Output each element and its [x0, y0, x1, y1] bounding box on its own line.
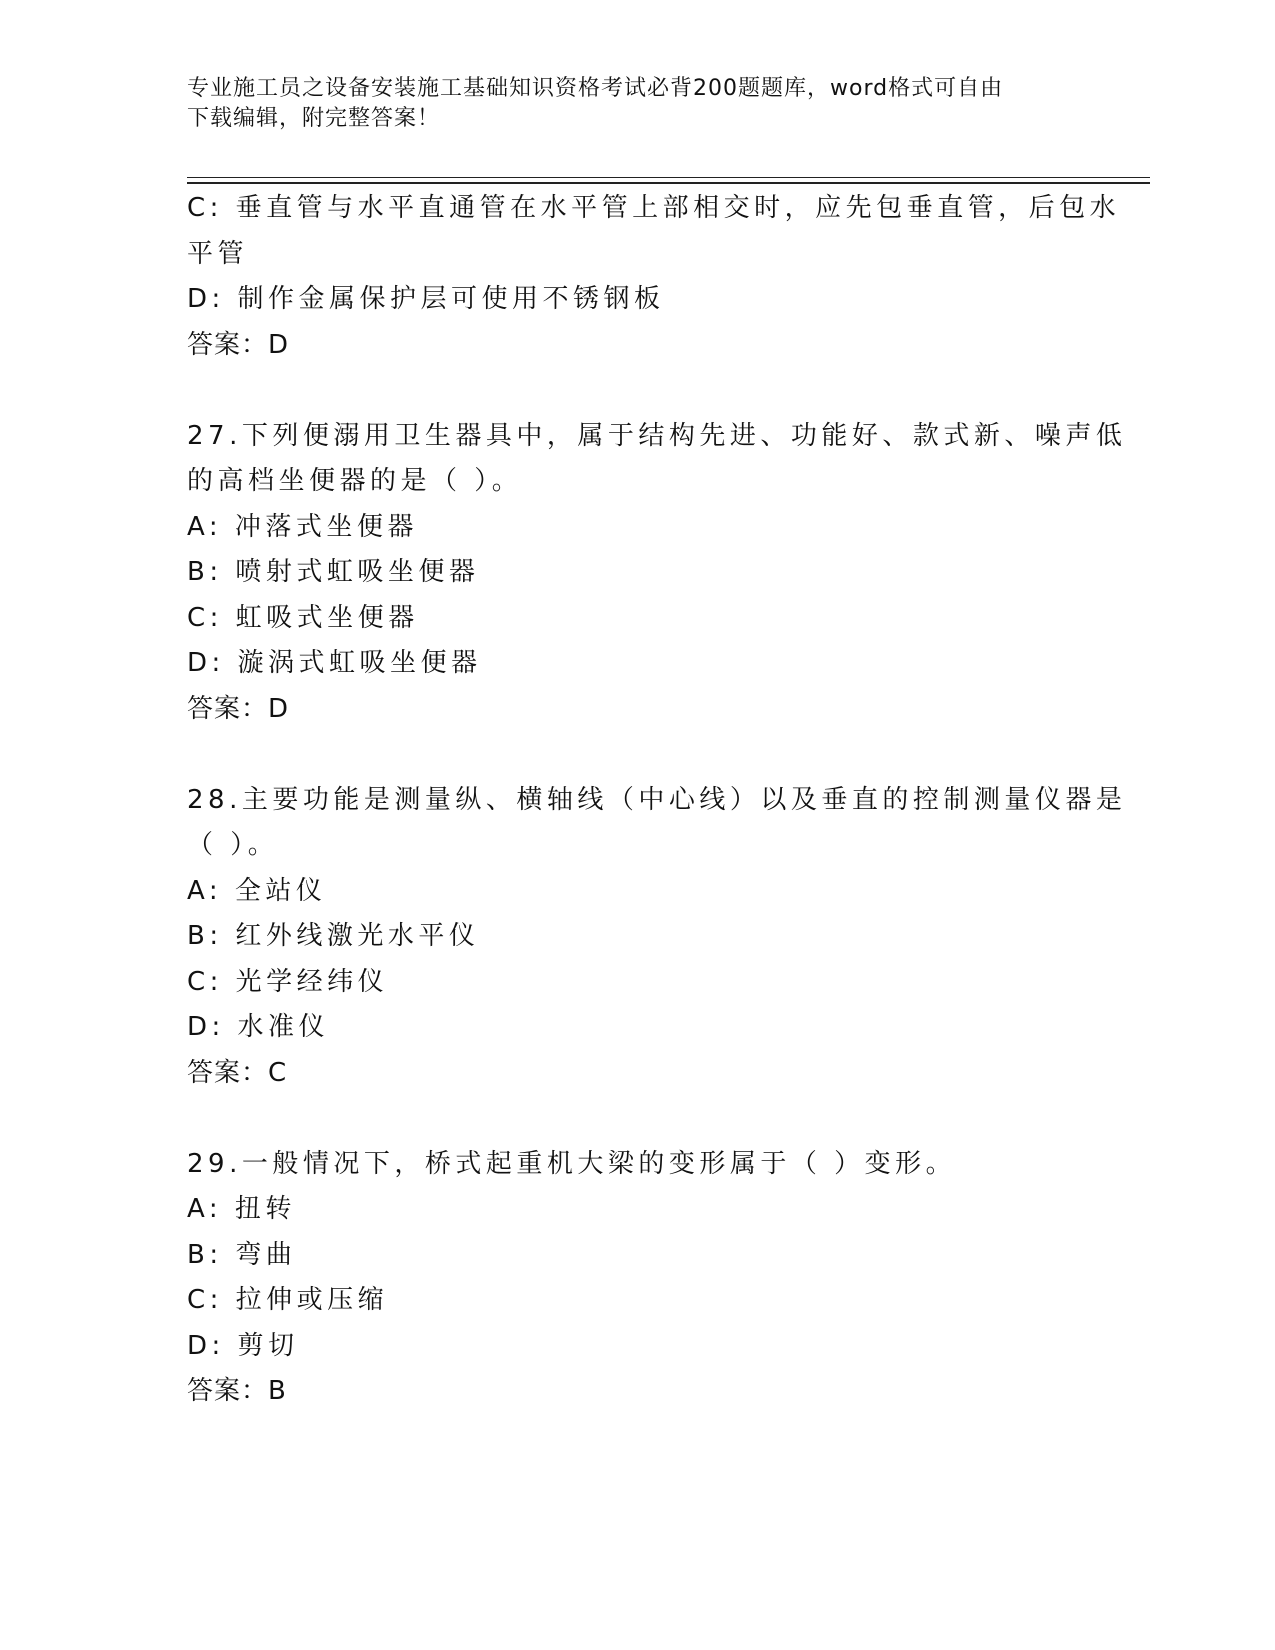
- option-d: D: 水准仪: [187, 1012, 330, 1042]
- answer-line: 答案：D: [187, 693, 290, 724]
- option-c: C: 垂直管与水平直通管在水平管上部相交时，应先包垂直管，后包水: [187, 193, 1121, 223]
- header-title-line: 专业施工员之设备安装施工基础知识资格考试必背200题题库，word格式可自由: [187, 76, 1004, 101]
- question-block-29: [187, 1142, 1087, 1415]
- option-a: A: 全站仪: [187, 875, 327, 906]
- option-c: C: 虹吸式坐便器: [187, 602, 419, 633]
- document-header: [187, 74, 1067, 134]
- question-block-27: [187, 414, 1127, 733]
- option-d: D: 剪切: [187, 1330, 299, 1361]
- answer-line: 答案：B: [187, 1376, 287, 1406]
- option-b: B: 喷射式虹吸坐便器: [187, 557, 480, 587]
- question-stem-continued: （ ）。: [187, 830, 279, 860]
- header-divider-thick: [187, 182, 1150, 184]
- spacer: [187, 732, 1087, 778]
- answer-line: 答案：C: [187, 1057, 288, 1088]
- option-c-continued: 平管: [187, 238, 249, 269]
- option-b: B: 红外线激光水平仪: [187, 921, 480, 951]
- option-c: C: 拉伸或压缩: [187, 1285, 389, 1315]
- header-divider-thin: [187, 177, 1150, 178]
- option-b: B: 弯曲: [187, 1239, 297, 1270]
- question-stem: 29.一般情况下，桥式起重机大梁的变形属于（ ）变形。: [187, 1148, 957, 1179]
- question-list: [187, 186, 1127, 1415]
- option-d: D: 漩涡式虹吸坐便器: [187, 648, 482, 678]
- question-block-partial: [187, 186, 1121, 368]
- header-title-line: 下载编辑，附完整答案！: [187, 106, 441, 131]
- option-a: A: 冲落式坐便器: [187, 511, 418, 542]
- spacer: [187, 368, 1087, 414]
- option-d: D: 制作金属保护层可使用不锈钢板: [187, 284, 665, 314]
- option-a: A: 扭转: [187, 1194, 296, 1224]
- question-stem: 28.主要功能是测量纵、横轴线（中心线）以及垂直的控制测量仪器是: [187, 784, 1127, 815]
- answer-line: 答案：D: [187, 329, 290, 360]
- question-stem: 27.下列便溺用卫生器具中，属于结构先进、功能好、款式新、噪声低: [187, 420, 1127, 451]
- question-stem-continued: 的高档坐便器的是（ ）。: [187, 466, 523, 496]
- spacer: [187, 1096, 1087, 1142]
- question-block-28: [187, 778, 1127, 1097]
- option-c: C: 光学经纬仪: [187, 966, 389, 997]
